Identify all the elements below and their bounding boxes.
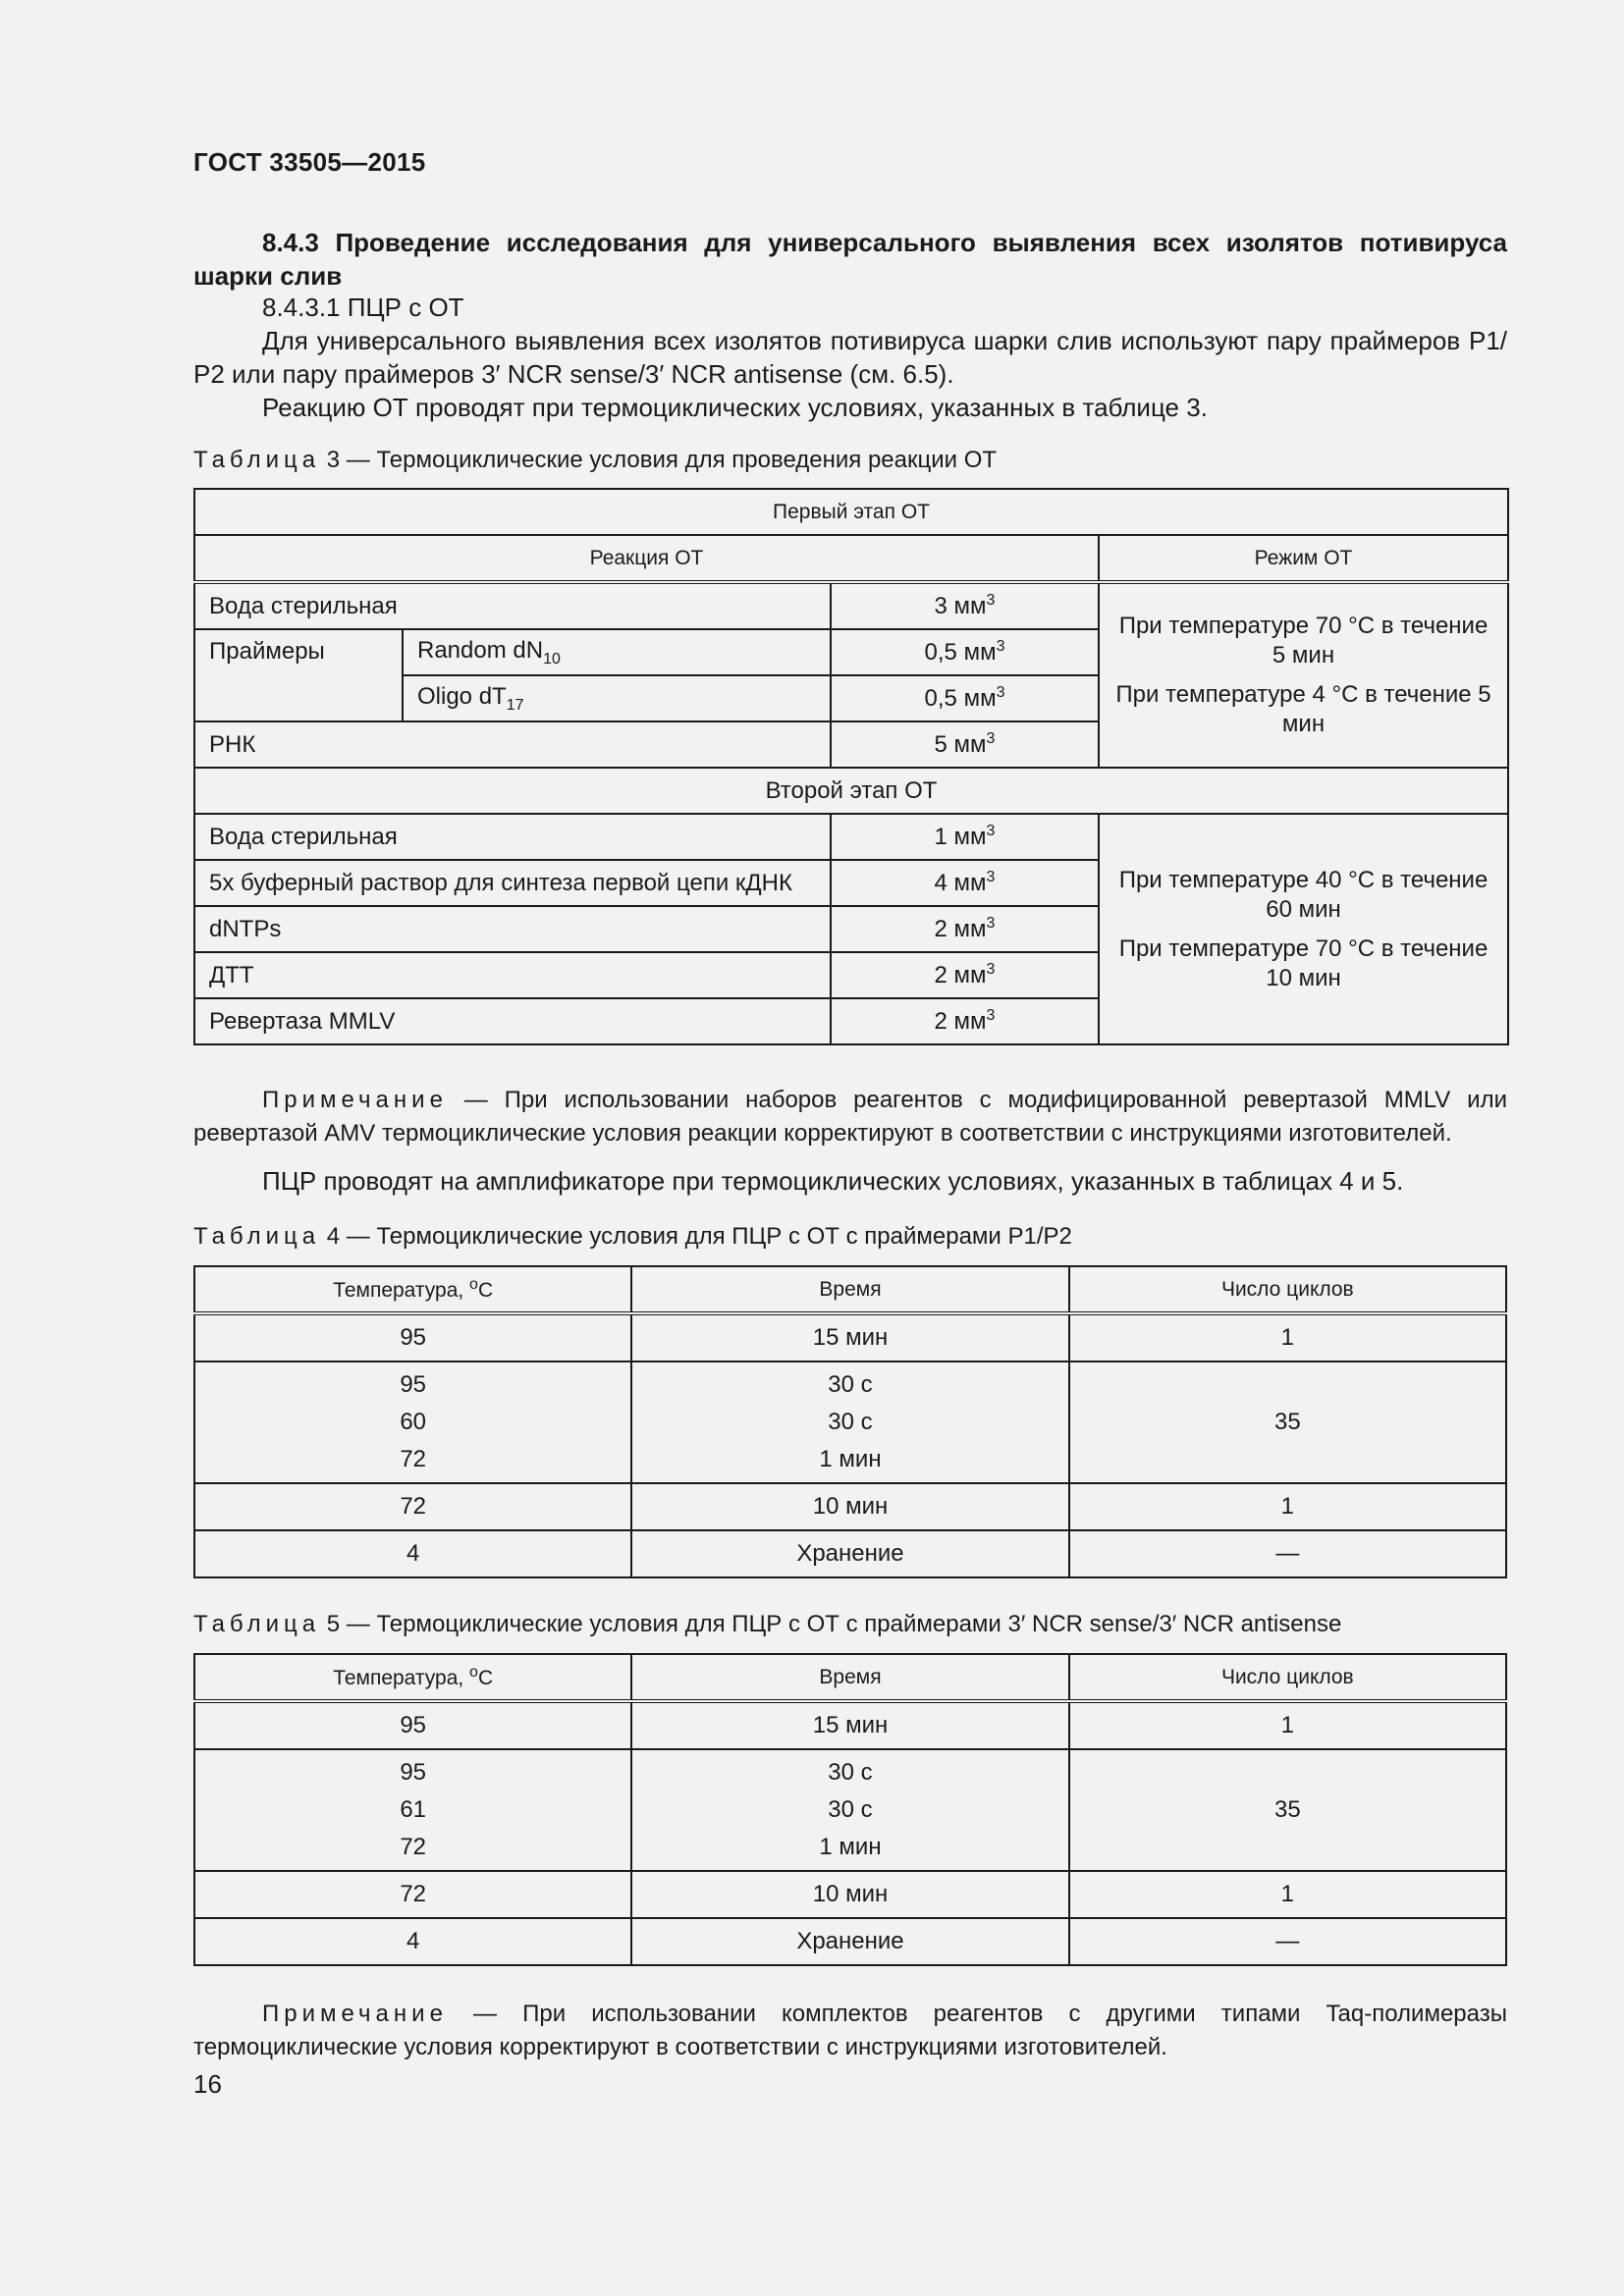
table-row bbox=[194, 582, 1508, 629]
dntps-label: dNTPs bbox=[194, 906, 831, 952]
water2-volume: 1 $мм^3$ bbox=[831, 814, 1099, 860]
time-header: Время bbox=[631, 1266, 1068, 1313]
buffer-volume: 4 $мм^3$ bbox=[831, 860, 1099, 906]
stage1-header: Первый этап ОТ bbox=[194, 489, 1508, 535]
water1-label: Вода стерильная bbox=[194, 582, 831, 629]
table-3 bbox=[193, 488, 1509, 1045]
table-row bbox=[194, 814, 1508, 860]
table-row: 95 61 72 30 с 30 с 1 мин 35 bbox=[194, 1749, 1506, 1871]
table-row: 95 15 мин 1 bbox=[194, 1701, 1506, 1749]
table-row bbox=[194, 535, 1508, 582]
table5-caption: Таблица 5 — Термоциклические условия для ПЦР с ОТ с праймерами 3′ NCR sense/3′ NCR antisense bbox=[193, 1611, 1342, 1637]
section-body bbox=[193, 291, 1507, 424]
note-1: Примечание — При использовании наборов реагентов с модифицированной ревертазой MMLV или ревертазой AMV термоциклические условия реакции корректируют в соответствии с инструкциями изготовителей. bbox=[193, 1087, 1507, 1147]
table-row bbox=[194, 489, 1508, 535]
table-4 bbox=[193, 1265, 1507, 1578]
temp-header: Температура, $^о$С bbox=[194, 1654, 631, 1701]
table-row: 72 10 мин 1 bbox=[194, 1483, 1506, 1530]
table-row: 4 Хранение — bbox=[194, 1918, 1506, 1965]
table-5 bbox=[193, 1653, 1507, 1966]
reaction-header: Реакция ОТ bbox=[194, 535, 1099, 582]
stage1-mode: При температуре 70 °С в течение 5 мин При температуре 4 °С в течение 5 мин bbox=[1099, 582, 1508, 768]
cycles-header: Число циклов bbox=[1069, 1654, 1506, 1701]
table3-caption: Таблица 3 — Термоциклические условия для проведения реакции ОТ bbox=[193, 447, 998, 473]
water2-label: Вода стерильная bbox=[194, 814, 831, 860]
paragraph-3: ПЦР проводят на амплификаторе при термоциклических условиях, указанных в таблицах 4 и 5. bbox=[262, 1166, 1404, 1196]
table-row bbox=[194, 1266, 1506, 1313]
revertase-volume: 2 $мм^3$ bbox=[831, 998, 1099, 1044]
table-row: 95 15 мин 1 bbox=[194, 1313, 1506, 1362]
time-header: Время bbox=[631, 1654, 1068, 1701]
rna-label: РНК bbox=[194, 721, 831, 768]
stage2-header: Второй этап ОТ bbox=[194, 768, 1508, 814]
cycles-header: Число циклов bbox=[1069, 1266, 1506, 1313]
primers-label: Праймеры bbox=[194, 629, 403, 721]
table-row: 72 10 мин 1 bbox=[194, 1871, 1506, 1918]
page-number: 16 bbox=[193, 2069, 222, 2099]
table-row: 95 60 72 30 с 30 с 1 мин 35 bbox=[194, 1362, 1506, 1483]
buffer-label: 5х буферный раствор для синтеза первой цепи кДНК bbox=[194, 860, 831, 906]
paragraph-1: Для универсального выявления всех изолятов потивируса шарки слив используют пару праймеров Р1/Р2 или пару праймеров 3′ NCR sense/3′ NCR antisense (см. 6.5). bbox=[193, 326, 1507, 389]
stage2-mode: При температуре 40 °С в течение 60 мин При температуре 70 °С в течение 10 мин bbox=[1099, 814, 1508, 1044]
dtt-volume: 2 $мм^3$ bbox=[831, 952, 1099, 998]
note-2: Примечание — При использовании комплектов реагентов с другими типами Taq-полимеразы термоциклические условия корректируют в соответствии с инструкциями изготовителей. bbox=[193, 2001, 1507, 2060]
dntps-volume: 2 $мм^3$ bbox=[831, 906, 1099, 952]
rna-volume: 5 $мм^3$ bbox=[831, 721, 1099, 768]
paragraph-2: Реакцию ОТ проводят при термоциклических условиях, указанных в таблице 3. bbox=[262, 393, 1208, 422]
sub-heading: 8.4.3.1 ПЦР с ОТ bbox=[262, 293, 464, 322]
revertase-label: Ревертаза MMLV bbox=[194, 998, 831, 1044]
document-header: ГОСТ 33505—2015 bbox=[193, 147, 426, 177]
table-row: 4 Хранение — bbox=[194, 1530, 1506, 1577]
table4-caption: Таблица 4 — Термоциклические условия для ПЦР с ОТ с праймерами Р1/Р2 bbox=[193, 1223, 1072, 1250]
water1-volume: 3 $мм^3$ bbox=[831, 582, 1099, 629]
section-heading: 8.4.3 Проведение исследования для универсального выявления всех изолятов потивируса шарки слив bbox=[193, 228, 1507, 291]
temp-header: Температура, $^о$С bbox=[194, 1266, 631, 1313]
dtt-label: ДТТ bbox=[194, 952, 831, 998]
oligo-volume: 0,5 $мм^3$ bbox=[831, 675, 1099, 721]
table-row bbox=[194, 1654, 1506, 1701]
random-label: Random $dN_{10}$ bbox=[403, 629, 831, 675]
random-volume: 0,5 $мм^3$ bbox=[831, 629, 1099, 675]
mode-header: Режим ОТ bbox=[1099, 535, 1508, 582]
oligo-label: Oligo $dT_{17}$ bbox=[403, 675, 831, 721]
table-row bbox=[194, 768, 1508, 814]
